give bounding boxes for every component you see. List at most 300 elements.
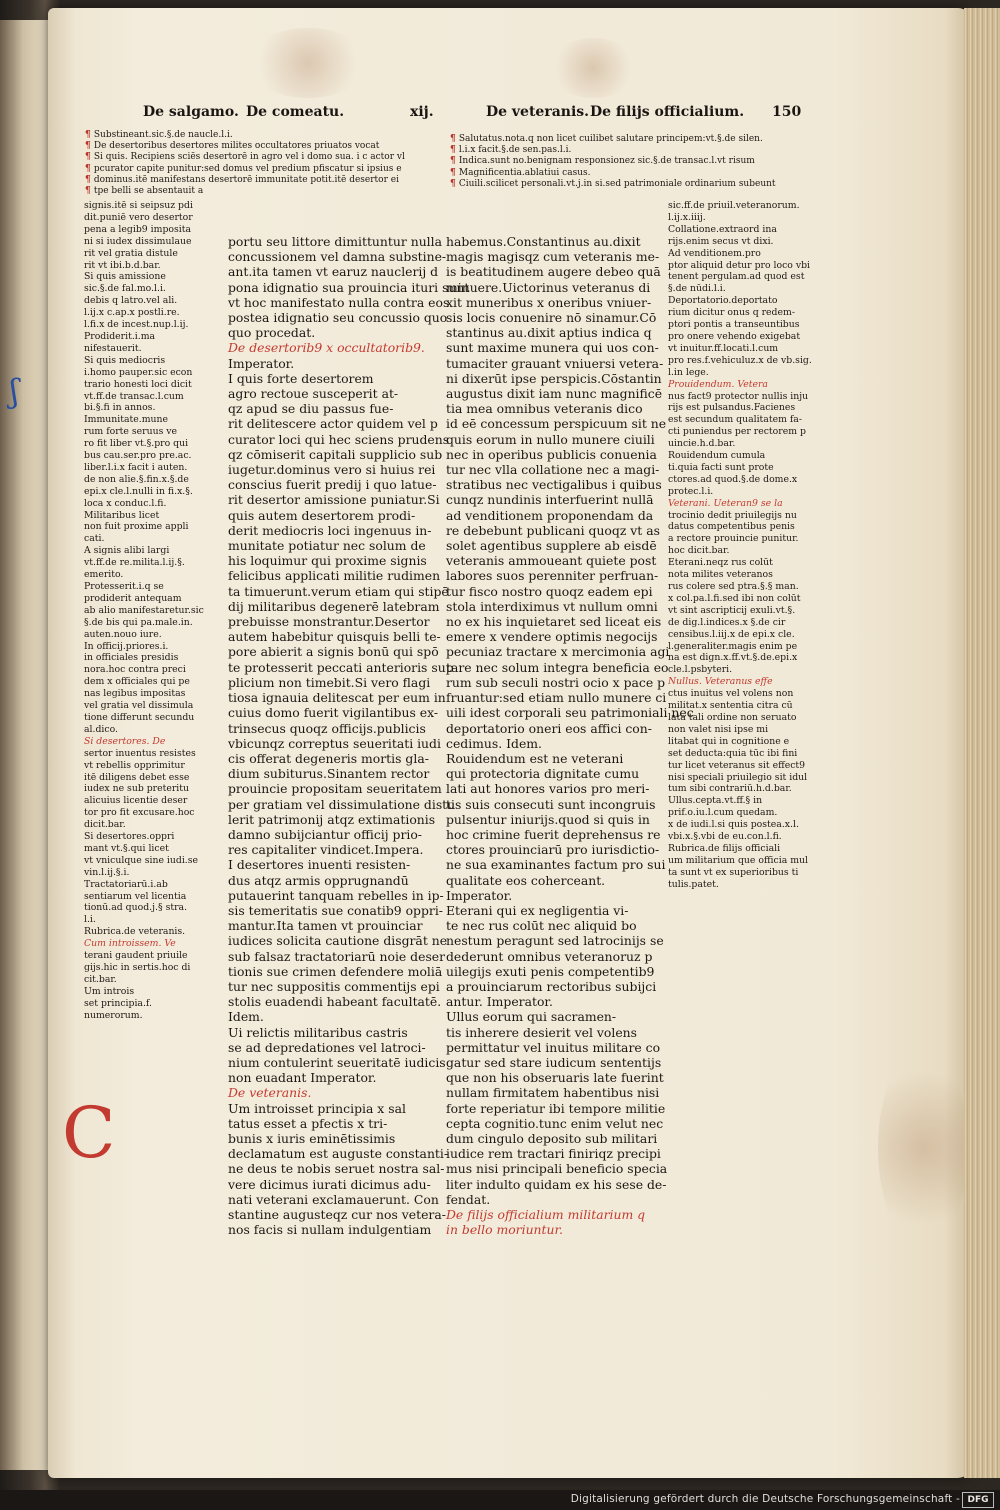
text-line: qui protectoria dignitate cumu bbox=[446, 766, 640, 782]
text-line: cuius domo fuerit vigilantibus ex- bbox=[228, 705, 439, 721]
gloss-line: i.homo pauper.sic econ bbox=[84, 366, 193, 378]
gloss-line: x de iudi.l.si quis postea.x.l. bbox=[668, 819, 799, 831]
text-line: agro rectoue susceperit at- bbox=[228, 386, 399, 402]
gloss-line: Prodiderit.i.ma bbox=[84, 330, 156, 342]
gloss-line: liber.l.i.x facit i auten. bbox=[84, 461, 188, 473]
gloss-line: al.dico. bbox=[84, 723, 118, 735]
text-line: mantur.Ita tamen vt prouinciar bbox=[228, 918, 423, 934]
gloss-line: emerito. bbox=[84, 569, 124, 581]
gloss-line: cati. bbox=[84, 533, 105, 545]
gloss-line: vt.ff.de transac.l.cum bbox=[84, 390, 184, 402]
decorated-initial-c: C bbox=[62, 1092, 116, 1174]
text-line: lati aut honores varios pro meri- bbox=[446, 781, 650, 797]
gloss-line: bus cau.ser.pro pre.ac. bbox=[84, 450, 192, 462]
gloss-line: tione differunt secundu bbox=[84, 711, 195, 723]
text-line: uili idest corporali seu patrimoniali nec bbox=[446, 705, 694, 721]
gloss-line: vbi.x.§.vbi de eu.con.l.fi. bbox=[668, 831, 782, 843]
gloss-line: signis.itē si seipsuz pdi bbox=[84, 200, 193, 211]
gloss-line: rit vel gratia distule bbox=[84, 247, 178, 259]
gloss-line: iudex ne sub preteritu bbox=[84, 783, 189, 795]
gloss-line: nora.hoc contra preci bbox=[84, 664, 186, 676]
text-line: dij militaribus degenerē latebram bbox=[228, 598, 440, 614]
text-line: deportatorio oneri eos affici con- bbox=[446, 720, 652, 736]
gloss-line: Deportatorio.deportato bbox=[668, 295, 778, 307]
text-line: minuere.Uictorinus veteranus di bbox=[446, 279, 651, 295]
gloss-line: pro res.f.vehiculuz.x de vb.sig. bbox=[668, 354, 812, 366]
text-line: De veteranis. bbox=[228, 1085, 312, 1101]
text-line: pore abierit a signis bonū qui spō bbox=[228, 644, 439, 660]
blue-marginal-initial: ʃ bbox=[10, 372, 19, 410]
text-line: dederunt omnibus veteranoruz p bbox=[446, 948, 653, 964]
text-line: conscius fuerit predij i quo latue- bbox=[228, 477, 437, 493]
gloss-line: ¶ tpe belli se absentauit a bbox=[85, 186, 204, 197]
text-line: qz cōmiserit capitali supplicio sub bbox=[228, 446, 443, 462]
text-line: tur nec vlla collatione nec a magi- bbox=[446, 462, 660, 478]
gloss-line: nus fact9 protector nullis inju bbox=[668, 390, 809, 402]
text-line: Imperator. bbox=[228, 355, 295, 371]
gloss-line: itē diligens debet esse bbox=[84, 771, 190, 783]
gloss-line: cti puniendus per rectorem p bbox=[668, 426, 806, 438]
text-line: se ad depredationes vel latroci- bbox=[228, 1039, 426, 1055]
text-line: liter indulto quidam ex his sese de- bbox=[446, 1176, 667, 1192]
gloss-line: tum sibi contrariū.h.d.bar. bbox=[668, 783, 792, 795]
gloss-line: Collatione.extraord ina bbox=[668, 223, 777, 235]
text-line: fruantur:sed etiam nullo munere ci bbox=[446, 690, 667, 706]
text-line: nium contulerint seueritatē iudicis bbox=[228, 1054, 446, 1070]
gloss-line: l.in lege. bbox=[668, 366, 709, 378]
text-line: in bello moriuntur. bbox=[446, 1222, 563, 1238]
gloss-line: l.ij.x.iiij. bbox=[668, 211, 706, 223]
text-line: Ui relictis militaribus castris bbox=[228, 1024, 408, 1040]
folio-number: 150 bbox=[772, 104, 802, 120]
text-line: cedimus. Idem. bbox=[446, 735, 542, 751]
gloss-line: Ad venditionem.pro bbox=[668, 247, 761, 259]
text-line: ctores prouinciarū pro iurisdictio- bbox=[446, 842, 660, 858]
gloss-line: ctus inuitus vel volens non bbox=[668, 688, 794, 700]
text-line: tare nec solum integra beneficia eo bbox=[446, 659, 669, 675]
gloss-line: sentiarum vel licentia bbox=[84, 890, 187, 902]
gloss-line: ¶ dominus.itē manifestans desertorē immunitate potit.itē desertor ei bbox=[85, 174, 399, 185]
gloss-line: terani gaudent priuile bbox=[84, 950, 188, 962]
gloss-line: vin.l.ij.§.i. bbox=[84, 866, 130, 878]
gloss-line: set principia.f. bbox=[84, 997, 152, 1009]
gloss-line: vt inuitur.ff.locati.l.cum bbox=[668, 342, 779, 354]
header-de-veteranis: De veteranis. bbox=[486, 104, 590, 120]
gloss-line: tenent pergulam.ad quod est bbox=[668, 271, 805, 283]
gloss-line: Si desertores.oppri bbox=[84, 831, 175, 843]
gloss-line: Cum introissem. Ve bbox=[84, 938, 176, 950]
text-line: postea idignatio seu concussio quo bbox=[228, 310, 448, 326]
gloss-line: Rouidendum cumula bbox=[668, 450, 766, 462]
gloss-line: trario honesti loci dicit bbox=[84, 378, 192, 390]
text-line: te protesserit peccati anterioris sup bbox=[228, 659, 454, 675]
gloss-line: Eterani.neqz rus colūt bbox=[668, 557, 773, 569]
text-line: tatus esset a pfectis x tri- bbox=[228, 1115, 388, 1131]
gloss-line: de non alie.§.fin.x.§.de bbox=[84, 473, 189, 485]
text-line: uilegijs exuti penis competentib9 bbox=[446, 963, 655, 979]
pilcrow-mark: ¶ bbox=[85, 141, 94, 152]
gloss-top-left bbox=[85, 130, 465, 197]
gloss-line: pena a legib9 imposita bbox=[84, 223, 192, 235]
text-line: dus atqz armis opprugnandū bbox=[228, 872, 409, 888]
gloss-left-column bbox=[84, 200, 220, 1022]
text-line: nos facis si nullam indulgentiam bbox=[228, 1222, 432, 1238]
gloss-top-right bbox=[450, 134, 830, 190]
gloss-line: nota milites veteranos bbox=[668, 569, 773, 581]
text-line: per gratiam vel dissimulatione distu bbox=[228, 796, 456, 812]
text-line: ne deus te nobis seruet nostra sal- bbox=[228, 1161, 445, 1177]
text-line: ni dixerūt ipse perspicis.Cōstantin bbox=[446, 370, 662, 386]
text-line: iudices solicita cautione disgrāt ne bbox=[228, 933, 448, 949]
text-line: nec in operibus publicis conuenia bbox=[446, 446, 657, 462]
text-line: I desertores inuenti resisten- bbox=[228, 857, 411, 873]
header-de-filijs: De filijs officialium. bbox=[590, 104, 745, 120]
gloss-line: bi.§.fi in annos. bbox=[84, 402, 156, 414]
gloss-line: prif.o.iu.l.cum quedam. bbox=[668, 807, 778, 819]
stain bbox=[548, 38, 638, 98]
gloss-line: l.generaliter.magis enim pe bbox=[668, 640, 798, 652]
text-line: habemus.Constantinus au.dixit bbox=[446, 234, 641, 249]
gloss-line: rum forte seruus ve bbox=[84, 426, 178, 438]
gloss-line: vt sint ascripticij exuli.vt.§. bbox=[668, 604, 796, 616]
text-line: iudice rem tractari finiriqz precipi bbox=[446, 1146, 661, 1162]
gloss-line: Si quis mediocris bbox=[84, 354, 166, 366]
gloss-line: protec.l.i. bbox=[668, 485, 714, 497]
text-line: veteranis ammoueant quiete post bbox=[446, 553, 657, 569]
gloss-line: l.ij.x c.ap.x postli.re. bbox=[84, 307, 180, 319]
gloss-line: sic.ff.de priuil.veteranorum. bbox=[668, 200, 800, 211]
text-line: no ex his inquietaret sed liceat eis bbox=[446, 614, 662, 630]
pilcrow-mark: ¶ bbox=[450, 178, 459, 189]
gloss-line: Rubrica.de filijs officiali bbox=[668, 842, 781, 854]
gloss-line: debis q latro.vel ali. bbox=[84, 295, 178, 307]
text-line: stantinus au.dixit aptius indica q bbox=[446, 325, 652, 341]
pilcrow-mark: ¶ bbox=[450, 134, 459, 144]
text-line: qualitate eos coherceant. bbox=[446, 872, 606, 888]
text-line: munitate potiatur nec solum de bbox=[228, 538, 426, 554]
text-line: tur nec suppositis commentijs epi bbox=[228, 978, 440, 994]
gloss-line: gijs.hic in sertis.hoc di bbox=[84, 962, 191, 973]
gloss-line: ¶ pcurator capite punitur:sed domus vel predium pfiscatur si ipsius e bbox=[85, 163, 402, 174]
header-de-comeatu: De comeatu. bbox=[246, 104, 345, 120]
gloss-line: de dig.l.indices.x §.de cir bbox=[668, 616, 786, 628]
gloss-line: non fuit proxime appli bbox=[84, 521, 189, 533]
gloss-line: numerorum. bbox=[84, 1009, 143, 1021]
gloss-right-column bbox=[668, 200, 818, 891]
text-line: tis suis consecuti sunt incongruis bbox=[446, 796, 656, 812]
gloss-line: trocinio dedit priuilegijs nu bbox=[668, 509, 797, 521]
text-line: concussionem vel damna substine- bbox=[228, 249, 447, 265]
text-line: Rouidendum est ne veterani bbox=[446, 750, 624, 766]
text-line: tis inherere desierit vel volens bbox=[446, 1024, 637, 1040]
text-line: dium subiturus.Sinantem rector bbox=[228, 766, 430, 782]
text-line: labores suos perenniter perfruan- bbox=[446, 568, 659, 584]
gloss-line: tor pro fit excusare.hoc bbox=[84, 807, 195, 819]
gloss-line: a rectore prouincie punitur. bbox=[668, 533, 799, 545]
text-line: tur fisco nostro quoqz eadem epi bbox=[446, 583, 653, 599]
text-line: quo procedat. bbox=[228, 325, 316, 341]
gloss-line: x col.pa.l.fi.sed ibi non colūt bbox=[668, 592, 801, 604]
gloss-line: Nullus. Veteranus effe bbox=[668, 676, 773, 688]
text-line: cis offerat degeneris mortis gla- bbox=[228, 750, 429, 766]
gloss-line: ro fit liber vt.§.pro qui bbox=[84, 438, 189, 450]
gloss-line: rit vt ibi.b.d.bar. bbox=[84, 259, 161, 271]
text-line: derit mediocris loci ingenuus in- bbox=[228, 522, 432, 538]
header-signature: xij. bbox=[410, 104, 434, 120]
text-line: gatur sed stare iudicum sententijs bbox=[446, 1054, 662, 1070]
stain bbox=[878, 1048, 968, 1248]
gloss-line: nisi speciali priuilegio sit idul bbox=[668, 771, 808, 783]
text-line: mus nisi principali beneficio specia bbox=[446, 1161, 668, 1177]
pilcrow-mark: ¶ bbox=[85, 174, 94, 185]
gloss-line: ta sunt vt ex superioribus ti bbox=[668, 866, 799, 878]
gloss-line: dicit.bar. bbox=[84, 819, 126, 831]
gloss-line: ti.quia facti sunt prote bbox=[668, 461, 774, 473]
text-line: nati veterani exclamauerunt. Con bbox=[228, 1191, 439, 1207]
gloss-line: alicuius licentie deser bbox=[84, 795, 188, 807]
text-line: tia mea omnibus veteranis dico bbox=[446, 401, 643, 417]
pilcrow-mark: ¶ bbox=[85, 130, 94, 140]
page-edges bbox=[964, 8, 1000, 1478]
pilcrow-mark: ¶ bbox=[450, 145, 459, 156]
text-line: curator loci qui hec sciens prudens bbox=[228, 431, 450, 447]
text-line: stantine augusteqz cur nos vetera- bbox=[228, 1207, 446, 1222]
gloss-line: Protesserit.i.q se bbox=[84, 581, 164, 592]
text-line: rit desertor amissione puniatur.Si bbox=[228, 492, 440, 508]
text-line: his loquimur qui proxime signis bbox=[228, 553, 427, 569]
gloss-line: nifestauerit. bbox=[84, 342, 142, 354]
gloss-line: rium dicitur onus q redem- bbox=[668, 307, 795, 319]
text-line: vere dicimus iurati dicimus adu- bbox=[228, 1176, 431, 1192]
text-line: declamatum est auguste constanti- bbox=[228, 1146, 449, 1162]
text-line: tiosa ignauia delitescat per eum in bbox=[228, 690, 446, 706]
text-line: prebuisse monstrantur.Desertor bbox=[228, 614, 430, 630]
gloss-line: cit.bar. bbox=[84, 973, 117, 985]
text-line: sis temeritatis sue conatib9 oppri- bbox=[228, 902, 443, 918]
gloss-line: ¶ De desertoribus desertores milites occultatores priuatos vocat bbox=[85, 141, 380, 152]
gloss-line: datus competentibus penis bbox=[668, 521, 795, 533]
text-line: is beatitudinem augere debeo quā bbox=[446, 264, 661, 280]
gloss-line: ¶ Ciuili.scilicet personali.vt.j.in si.sed patrimoniale ordinarium subeunt bbox=[450, 178, 776, 189]
gloss-line: sic.§.de fal.mo.l.i. bbox=[84, 283, 166, 295]
gloss-line: vt vniculque sine iudi.se bbox=[84, 854, 199, 866]
gloss-line: cle.l.psbyteri. bbox=[668, 664, 733, 676]
text-line: Idem. bbox=[228, 1009, 264, 1025]
pilcrow-mark: ¶ bbox=[450, 167, 459, 178]
text-line: Um introisset principia x sal bbox=[228, 1100, 406, 1116]
text-line: lerit patrimonij atqz extimationis bbox=[228, 811, 436, 827]
gloss-line: rijs est pulsandus.Facienes bbox=[668, 402, 796, 414]
gloss-line: A signis alibi largi bbox=[84, 545, 170, 557]
gloss-line: sertor inuentus resistes bbox=[84, 747, 196, 759]
gloss-line: ¶ l.i.x facit.§.de sen.pas.l.i. bbox=[450, 145, 572, 156]
gloss-line: Prouidendum. Vetera bbox=[668, 378, 768, 390]
gloss-line: in officiales presidis bbox=[84, 652, 179, 664]
header-de-salgamo: De salgamo. bbox=[143, 104, 239, 120]
gloss-line: ptor aliquid detur pro loco vbi bbox=[668, 259, 811, 271]
text-line: non euadant Imperator. bbox=[228, 1070, 377, 1086]
text-line: putauerint tanquam rebelles in ip- bbox=[228, 887, 444, 903]
text-line: vbicunqz correptus seueritati iudi bbox=[228, 735, 441, 751]
gloss-line: ¶ Substineant.sic.§.de naucle.l.i. bbox=[85, 130, 233, 140]
text-line: plicium non timebit.Si vero flagi bbox=[228, 674, 431, 690]
gloss-line: litabat qui in cognitione e bbox=[668, 735, 790, 747]
text-line: res capitaliter vindicet.Impera. bbox=[228, 842, 424, 858]
text-line: I quis forte desertorem bbox=[228, 370, 374, 386]
gloss-line: l.fi.x de incest.nup.l.ij. bbox=[84, 319, 189, 331]
text-line: ant.ita tamen vt earuz nauclerij d bbox=[228, 264, 439, 280]
gloss-line: dem x officiales qui pe bbox=[84, 676, 190, 688]
gloss-line: est secundum qualitatem fa- bbox=[668, 414, 802, 426]
gloss-line: Si desertores. De bbox=[84, 735, 166, 747]
gloss-line: tionū.ad quod.j.§ stra. bbox=[84, 902, 188, 914]
gloss-line: vel gratia vel dissimula bbox=[84, 700, 194, 712]
text-line: augustus dixit iam nunc magnificē bbox=[446, 386, 663, 402]
pilcrow-mark: ¶ bbox=[85, 163, 94, 174]
pilcrow-mark: ¶ bbox=[85, 152, 94, 163]
gloss-line: vt.ff.de re.milita.l.ij.§. bbox=[84, 557, 185, 569]
text-line: Eterani qui ex negligentia vi- bbox=[446, 902, 629, 918]
text-line: permittatur vel inuitus militare co bbox=[446, 1039, 661, 1055]
gloss-line: ptori pontis a transeuntibus bbox=[668, 319, 800, 331]
text-line: te nec rus colūt nec aliquid bo bbox=[446, 918, 637, 934]
text-line: tionis sue crimen defendere moliā bbox=[228, 963, 443, 979]
gloss-line: auten.nouo iure. bbox=[84, 628, 162, 640]
gloss-line: non valet nisi ipse mi bbox=[668, 723, 769, 735]
gloss-line: censibus.l.iij.x de epi.x cle. bbox=[668, 628, 795, 640]
text-line: quis eorum in nullo munere ciuili bbox=[446, 431, 655, 447]
gloss-line: set deducta:quia tūc ibi fini bbox=[668, 747, 798, 759]
text-line: ad venditionem proponendam da bbox=[446, 507, 654, 523]
text-line: autem habebitur quisquis belli te- bbox=[228, 629, 441, 645]
gloss-line: ¶ Si quis. Recipiens sciēs desertorē in agro vel i domo sua. i c actor vl bbox=[85, 152, 405, 163]
text-line: cunqz nundinis interfuerint nullā bbox=[446, 492, 654, 508]
gloss-line: Veterani. Ueteran9 se la bbox=[668, 497, 783, 509]
gloss-line: hoc dicit.bar. bbox=[668, 545, 730, 557]
text-line: pecuniaz tractare x mercimonia agi bbox=[446, 644, 670, 660]
text-line: damno subijciantur officij prio- bbox=[228, 826, 422, 842]
gloss-line: lata tali ordine non seruato bbox=[668, 711, 797, 723]
gloss-line: ni si iudex dissimulaue bbox=[84, 235, 192, 247]
gloss-line: dit.puniē vero desertor bbox=[84, 211, 193, 223]
text-line: stratibus nec vectigalibus i quibus bbox=[446, 477, 662, 493]
text-line: fendat. bbox=[446, 1191, 491, 1207]
pilcrow-mark: ¶ bbox=[85, 186, 94, 197]
gloss-line: uincie.h.d.bar. bbox=[668, 438, 736, 450]
pilcrow-mark: ¶ bbox=[450, 156, 459, 167]
text-line: iugetur.dominus vero si huius rei bbox=[228, 462, 436, 478]
text-line: stola interdiximus vt nullum omni bbox=[446, 598, 658, 614]
gloss-line: nas legibus impositas bbox=[84, 688, 186, 700]
gloss-line: ctores.ad quod.§.de dome.x bbox=[668, 473, 798, 485]
text-line: xit muneribus x oneribus vniuer- bbox=[446, 294, 652, 310]
footer-credit: Digitalisierung gefördert durch die Deutsche Forschungsgemeinschaft - bbox=[570, 1493, 960, 1505]
gloss-line: vt rebellis opprimitur bbox=[84, 759, 185, 771]
text-line: nullam firmitatem habentibus nisi bbox=[446, 1085, 660, 1101]
text-line: tumaciter grauant vniuersi vetera- bbox=[446, 355, 664, 371]
gloss-line: Militaribus licet bbox=[84, 509, 160, 521]
gloss-line: Immunitate.mune bbox=[84, 414, 169, 426]
gloss-line: Um introis bbox=[84, 985, 135, 997]
gloss-line: ¶ Magnificentia.ablatiui casus. bbox=[450, 167, 591, 178]
gloss-line: ¶ Salutatus.nota.q non licet cuilibet salutare principem:vt.§.de silen. bbox=[450, 134, 763, 144]
gloss-line: ab alio manifestaretur.sic bbox=[84, 604, 204, 616]
text-line: felicibus applicati militie rudimen bbox=[228, 568, 441, 584]
gloss-line: tulis.patet. bbox=[668, 878, 719, 890]
text-line: magis magisqz cum veteranis me- bbox=[446, 249, 660, 265]
text-line: De desertorib9 x occultatorib9. bbox=[228, 340, 425, 356]
gloss-line: §.de nūdi.l.i. bbox=[668, 283, 726, 295]
gloss-line: militat.x sententia citra cū bbox=[668, 700, 793, 712]
gloss-line: na est dign.x.ff.vt.§.de.epi.x bbox=[668, 652, 798, 664]
text-line: que non his obseruaris late fuerint bbox=[446, 1070, 664, 1086]
gloss-line: loca x conduc.l.fi. bbox=[84, 497, 167, 509]
gloss-line: ¶ Indica.sunt no.benignam responsionez sic.§.de transac.l.vt risum bbox=[450, 156, 755, 167]
text-line: id eē concessum perspicuum sit ne bbox=[446, 416, 667, 432]
gloss-line: §.de bis qui pa.male.in. bbox=[84, 616, 193, 628]
gloss-line: Tractatoriarū.i.ab bbox=[84, 878, 168, 890]
gloss-line: pro onere vehendo exigebat bbox=[668, 330, 801, 342]
footer-bar bbox=[0, 1490, 1000, 1510]
text-line: vt hoc manifestato nulla contra eos bbox=[228, 294, 450, 310]
gloss-line: Si quis amissione bbox=[84, 271, 166, 283]
gloss-line: mant vt.§.qui licet bbox=[84, 842, 169, 854]
text-line: emere x vendere optimis negocijs bbox=[446, 629, 658, 645]
stain bbox=[248, 28, 368, 98]
text-line: bunis x iuris eminētissimis bbox=[228, 1130, 396, 1146]
text-line: hoc crimine fuerit deprehensus re bbox=[446, 826, 661, 842]
gloss-line: l.i. bbox=[84, 914, 96, 926]
text-line: dum cingulo deposito sub militari bbox=[446, 1130, 658, 1146]
gloss-line: um militarium que officia mul bbox=[668, 854, 808, 866]
text-line: ta timuerunt.verum etiam qui stipē bbox=[228, 583, 449, 599]
gloss-line: tur licet veteranus sit effect9 bbox=[668, 759, 806, 771]
text-line: sunt maxime munera qui uos con- bbox=[446, 340, 659, 356]
gloss-line: Ullus.cepta.vt.ff.§ in bbox=[668, 795, 763, 807]
text-line: pona idignatio sua prouincia ituri sunt bbox=[228, 279, 470, 295]
text-line: sub falsaz tractatoriarū noie deser bbox=[228, 948, 446, 964]
text-line: ne sua examinantes factum pro sui bbox=[446, 857, 666, 873]
gloss-line: In officij.priores.i. bbox=[84, 640, 169, 652]
gloss-line: rus colere sed ptra.§.§ man. bbox=[668, 581, 799, 592]
gloss-line: epi.x cle.l.nulli in fi.x.§. bbox=[84, 485, 193, 497]
gloss-line: Rubrica.de veteranis. bbox=[84, 926, 186, 938]
text-line: re debebunt publicani quoqz vt as bbox=[446, 522, 660, 538]
text-line: prouincie propositam seueritatem bbox=[228, 781, 442, 797]
text-line: solet agentibus supplere ab eisdē bbox=[446, 538, 657, 554]
text-line: antur. Imperator. bbox=[446, 994, 553, 1010]
text-line: rit delitescere actor quidem vel p bbox=[228, 416, 438, 432]
text-line: a prouinciarum rectoribus subijci bbox=[446, 978, 657, 994]
text-line: pulsentur iniurijs.quod si quis in bbox=[446, 811, 650, 827]
text-line: Ullus eorum qui sacramen- bbox=[446, 1009, 617, 1025]
text-line: stolis euadendi habeant facultatē. bbox=[228, 994, 442, 1010]
gloss-line: rijs.enim secus vt dixi. bbox=[668, 235, 774, 247]
text-line: sis locis conuenire nō sinamur.Cō bbox=[446, 310, 657, 326]
text-line: quis autem desertorem prodi- bbox=[228, 507, 416, 523]
text-line: trinsecus quoqz officijs.publicis bbox=[228, 720, 426, 736]
dfg-logo: DFG bbox=[962, 1492, 994, 1508]
text-line: nestum peragunt sed latrocinijs se bbox=[446, 933, 664, 949]
gloss-line: prodiderit antequam bbox=[84, 592, 182, 604]
text-line: rum sub seculi nostri ocio x pace p bbox=[446, 674, 666, 690]
text-line: forte reperiatur ibi tempore militie bbox=[446, 1100, 666, 1116]
text-line: portu seu littore dimittuntur nulla bbox=[228, 234, 442, 249]
text-line: cepta cognitio.tunc enim velut nec bbox=[446, 1115, 664, 1131]
text-line: Imperator. bbox=[446, 887, 513, 903]
text-line: qz apud se diu passus fue- bbox=[228, 401, 394, 417]
text-line: De filijs officialium militarium q bbox=[446, 1207, 646, 1222]
